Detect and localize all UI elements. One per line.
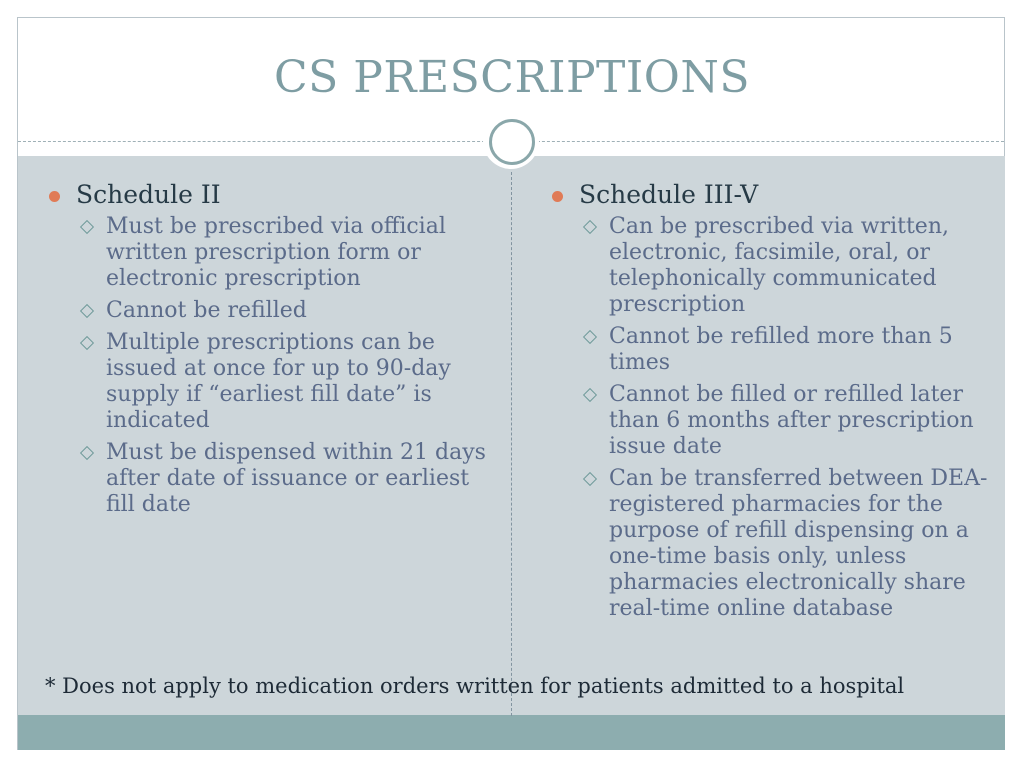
- list-item: Must be prescribed via official written prescription form or electronic prescription: [46, 214, 486, 292]
- right-heading: [549, 178, 989, 212]
- diamond-bullet-icon: [80, 220, 94, 234]
- list-item: Can be prescribed via written, electronic, facsimile, oral, or telephonically communicated prescription: [549, 214, 989, 318]
- list-item: Can be transferred between DEA-registered pharmacies for the purpose of refill dispensing on a one-time basis only, unless pharmacies electronically share real-time online database: [549, 466, 989, 622]
- column-divider: [511, 172, 512, 716]
- right-heading-text: Schedule III-V: [579, 180, 759, 209]
- diamond-bullet-icon: [583, 472, 597, 486]
- bullet-dot-icon: [49, 191, 60, 202]
- diamond-bullet-icon: [583, 220, 597, 234]
- left-heading-text: Schedule II: [76, 180, 221, 209]
- left-heading: [46, 178, 486, 212]
- list-item: Must be dispensed within 21 days after date of issuance or earliest fill date: [46, 440, 486, 518]
- list-item: Cannot be refilled: [46, 298, 486, 324]
- footnote: * Does not apply to medication orders written for patients admitted to a hospital: [45, 674, 905, 698]
- slide-title: CS PRESCRIPTIONS: [273, 52, 750, 103]
- list-item: Cannot be refilled more than 5 times: [549, 324, 989, 376]
- diamond-bullet-icon: [80, 446, 94, 460]
- bullet-dot-icon: [552, 191, 563, 202]
- diamond-bullet-icon: [80, 336, 94, 350]
- diamond-bullet-icon: [80, 304, 94, 318]
- diamond-bullet-icon: [583, 330, 597, 344]
- circle-ring-icon: [489, 119, 535, 165]
- diamond-bullet-icon: [583, 388, 597, 402]
- right-list: [549, 214, 989, 622]
- bottom-band: [18, 715, 1005, 750]
- list-item: Multiple prescriptions can be issued at once for up to 90-day supply if “earliest fill date” is indicated: [46, 330, 486, 434]
- list-item: Cannot be filled or refilled later than 6 months after prescription issue date: [549, 382, 989, 460]
- right-column: [549, 178, 989, 628]
- left-list: [46, 214, 486, 518]
- left-column: [46, 178, 486, 524]
